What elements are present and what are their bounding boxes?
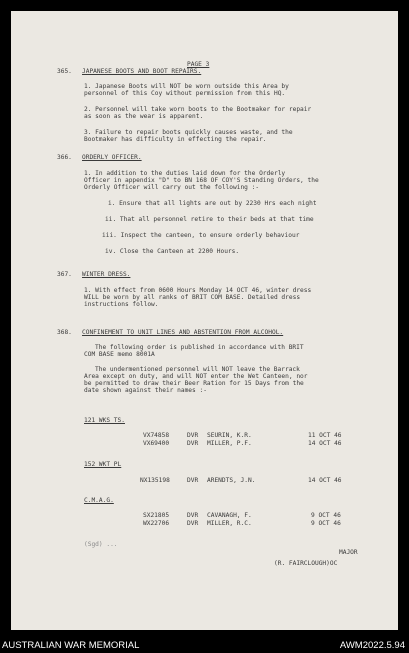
table-row-date: 14 OCT 46 <box>308 440 342 447</box>
sec365-p1a: 1. Japanese Boots will NOT be worn outside this Area by <box>84 83 289 90</box>
sec368-p2a: The undermentioned personnel will NOT leave the Barrack <box>95 366 300 373</box>
sec368-p1a: The following order is published in accordance with BRIT <box>95 344 304 351</box>
table-row-no: WX22706 <box>143 520 170 527</box>
table-row-rank: DVR <box>187 512 199 519</box>
page-header: PAGE 3 <box>187 61 210 68</box>
footer-faint-text: (Sgd) ... <box>84 541 118 548</box>
sec366-item-iii: iii. Inspect the canteen, to ensure orderly behaviour <box>102 232 300 239</box>
table-row-rank: DVR <box>187 440 199 447</box>
table-row-date: 11 OCT 46 <box>308 432 342 439</box>
sec366-p1c: Orderly Officer will carry out the following :- <box>84 184 260 191</box>
sec365-title: JAPANESE BOOTS AND BOOT REPAIRS. <box>82 68 202 75</box>
sec366-item-ii: ii. That all personnel retire to their beds at that time <box>105 216 314 223</box>
sec367-p1c: instructions follow. <box>84 301 159 308</box>
sec366-p1a: 1. In addition to the duties laid down for the Orderly <box>84 170 286 177</box>
group-name: C.M.A.G. <box>84 497 114 504</box>
table-row-no: VX74858 <box>143 432 170 439</box>
table-row-no: NX135198 <box>140 477 170 484</box>
sec368-p2c: be permitted to draw their Beer Ration for 15 Days from the <box>84 380 304 387</box>
caption-left: AUSTRALIAN WAR MEMORIAL <box>2 640 140 651</box>
sec367-p1a: 1. With effect from 0600 Hours Monday 14 OCT 46, winter dress <box>84 287 312 294</box>
table-row-no: VX69400 <box>143 440 170 447</box>
sec367-num: 367. <box>57 271 72 278</box>
sec368-title: CONFINEMENT TO UNIT LINES AND ABSTENTION FROM ALCOHOL. <box>82 329 284 336</box>
table-row-no: SX21805 <box>143 512 170 519</box>
caption-right: AWM2022.5.94 <box>339 640 405 651</box>
table-row-name: SEURIN, K.R. <box>207 432 252 439</box>
group-name: 121 WKS TS. <box>84 417 125 424</box>
table-row-date: 9 OCT 46 <box>311 512 341 519</box>
signature-name: (R. FAIRCLOUGH)OC <box>274 560 338 567</box>
signature-rank: MAJOR <box>339 549 358 556</box>
sec366-item-iv: iv. Close the Canteen at 2200 Hours. <box>105 248 240 255</box>
table-row-name: CAVANAGH, F. <box>207 512 252 519</box>
group-name: 152 WKT PL <box>84 461 122 468</box>
sec368-p2d: date shown against their names :- <box>84 387 207 394</box>
table-row-name: MILLER, R.C. <box>207 520 252 527</box>
table-row-date: 14 OCT 46 <box>308 477 342 484</box>
sec365-p1b: personnel of this Coy without permission from this HQ. <box>84 90 286 97</box>
table-row-rank: DVR <box>187 432 199 439</box>
sec365-p3a: 3. Failure to repair boots quickly causes waste, and the <box>84 129 293 136</box>
sec368-num: 368. <box>57 329 72 336</box>
table-row-rank: DVR <box>187 477 199 484</box>
sec367-title: WINTER DRESS. <box>82 271 131 278</box>
table-row-name: ARENDTS, J.N. <box>207 477 256 484</box>
sec368-p1b: COM BASE memo 8001A <box>84 351 155 358</box>
table-row-date: 9 OCT 46 <box>311 520 341 527</box>
sec366-p1b: Officer in appendix "D" to BN 168 OF COY'S Standing Orders, the <box>84 177 319 184</box>
sec365-p2a: 2. Personnel will take worn boots to the Bootmaker for repair <box>84 106 312 113</box>
sec368-p2b: Area except on duty, and will NOT enter the Wet Canteen, nor <box>84 373 308 380</box>
document-page <box>11 11 398 630</box>
table-row-name: MILLER, P.F. <box>207 440 252 447</box>
sec366-title: ORDERLY OFFICER. <box>82 154 142 161</box>
sec365-p2b: as soon as the wear is apparent. <box>84 113 204 120</box>
sec365-p3b: Bootmaker has difficulty in effecting the repair. <box>84 136 267 143</box>
sec366-num: 366. <box>57 154 72 161</box>
sec365-num: 365. <box>57 68 72 75</box>
sec367-p1b: WILL be worn by all ranks of BRIT COM BASE. Detailed dress <box>84 294 301 301</box>
table-row-rank: DVR <box>187 520 199 527</box>
sec366-item-i: i. Ensure that all lights are out by 2230 Hrs each night <box>108 200 317 207</box>
